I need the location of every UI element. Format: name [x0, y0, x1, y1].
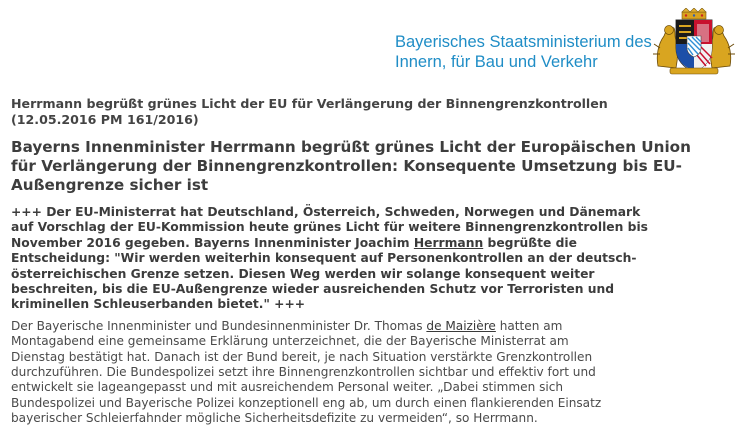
lead-line-text: begrüßte die: [483, 235, 577, 250]
shield-icon: [676, 20, 712, 72]
bavarian-coat-of-arms-icon[interactable]: [652, 8, 736, 76]
lead-line: österreichischen Grenze setzen. Diesen Weg werden wir solange konsequent weiter: [11, 266, 595, 281]
lead-paragraph: [11, 205, 721, 313]
lead-line: +++ Der EU-Ministerrat hat Deutschland, Österreich, Schweden, Norwegen und Dänemark: [11, 205, 641, 219]
ministry-name-line2[interactable]: Innern, für Bau und Verkehr: [395, 53, 598, 71]
page-title-line1: Herrmann begrüßt grünes Licht der EU für Verlängerung der Binnengrenzkontrollen: [11, 96, 608, 111]
page-title: [11, 96, 721, 128]
body-line: Bundespolizei und Bayerische Polizei konzeptionell eng ab, um durch einen flankierenden Einsatz: [11, 395, 602, 410]
lead-line: beschreiten, bis die EU-Außengrenze wieder ausreichenden Schutz vor Terroristen und: [11, 282, 615, 297]
subtitle-line3: Außengrenze sicher ist: [11, 176, 209, 194]
lead-line: auf Vorschlag der EU-Kommission heute grünes Licht für weitere Binnengrenzkontrollen bis: [11, 220, 648, 235]
ministry-name-line1[interactable]: Bayerisches Staatsministerium des: [395, 33, 652, 51]
body-line-text: Der Bayerische Innenminister und Bundesinnenminister Dr. Thomas: [11, 318, 427, 333]
lead-line-text: November 2016 gegeben. Bayerns Innenminister Joachim: [11, 235, 414, 250]
body-line: Dienstag bestätigt hat. Danach ist der Bund bereit, je nach Situation verstärkte Grenzkontrollen: [11, 349, 593, 364]
article-subtitle: [11, 138, 721, 195]
pedestal-icon: [670, 68, 718, 74]
body-line: entwickelt sie lageangepasst und mit ausreichendem Personal weiter. „Dabei stimmen sich: [11, 380, 564, 395]
body-line: Montagabend eine gemeinsame Erklärung unterzeichnet, die der Bayerische Ministerrat am: [11, 334, 569, 349]
body-line: bayerischer Schleierfahnder mögliche Sicherheitsdefizite zu vermeiden“, so Herrmann.: [11, 411, 538, 426]
subtitle-line1: Bayerns Innenminister Herrmann begrüßt grünes Licht der Europäischen Union: [11, 138, 691, 156]
press-release-number: (12.05.2016 PM 161/2016): [11, 112, 199, 127]
body-line: durchzuführen. Die Bundespolizei setzt ihre Binnengrenzkontrollen sichtbar und effektiv fort und: [11, 365, 596, 380]
ministry-name[interactable]: [395, 32, 652, 72]
article: [11, 96, 721, 427]
right-lion-icon: [711, 26, 736, 69]
page-header: [0, 0, 744, 78]
body-line-text: hatten am: [495, 318, 563, 333]
lead-line: kriminellen Schleuserbanden bietet." +++: [11, 297, 306, 312]
lead-line: Entscheidung: "Wir werden weiterhin konsequent auf Personenkontrollen an der deutsch-: [11, 251, 637, 266]
body-paragraph: [11, 319, 721, 427]
herrmann-link[interactable]: Herrmann: [413, 235, 484, 250]
lead-line: [11, 236, 721, 251]
body-line: [11, 319, 721, 334]
crown-icon: [682, 8, 706, 19]
left-lion-icon: [653, 26, 678, 69]
subtitle-line2: für Verlängerung der Binnengrenzkontrollen: Konsequente Umsetzung bis EU-: [11, 157, 682, 175]
de-maiziere-link[interactable]: de Maizière: [426, 318, 496, 333]
